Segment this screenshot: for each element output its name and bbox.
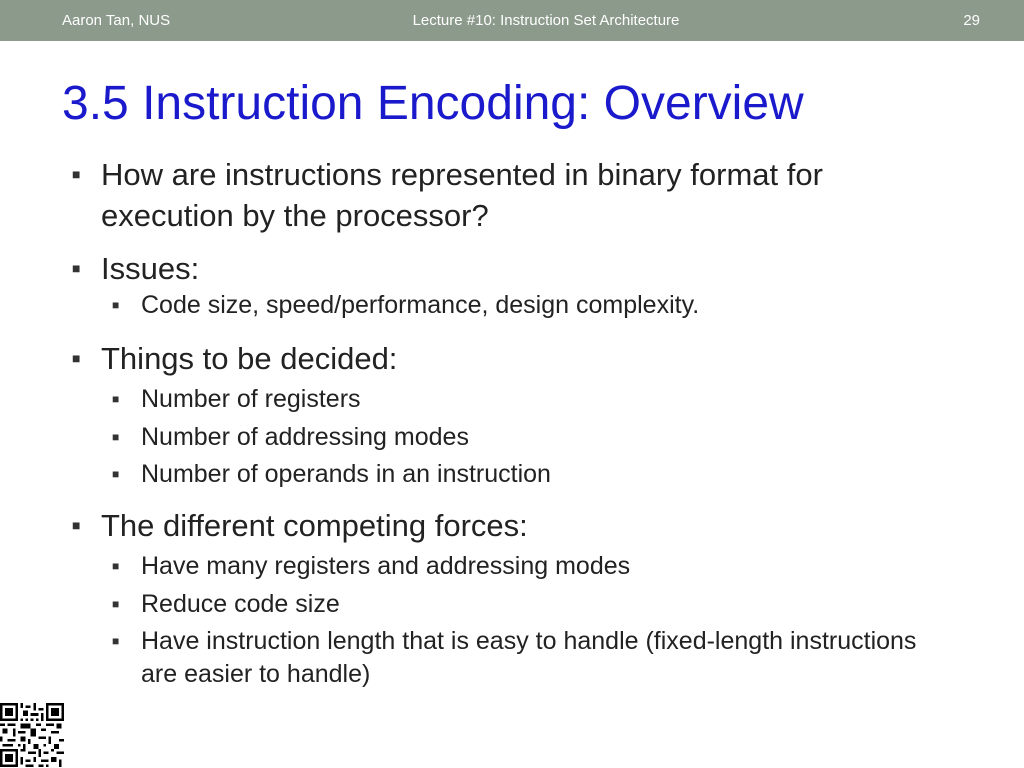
bullet-text: Have many registers and addressing modes (141, 552, 631, 580)
bullet-square-icon: ■ (112, 430, 120, 444)
bullet-square-icon: ■ (72, 350, 81, 366)
slide-title: 3.5 Instruction Encoding: Overview (62, 77, 804, 130)
bullet-square-icon: ■ (112, 634, 120, 648)
bullet-text: Number of operands in an instruction (141, 460, 551, 488)
bullet-text: Reduce code size (141, 590, 340, 618)
slide-body (0, 150, 1024, 691)
bullet-item-level1 (0, 505, 1024, 546)
bullet-item-level2 (0, 289, 1024, 322)
bullet-square-icon: ■ (72, 517, 81, 533)
bullet-item-level2 (0, 421, 1024, 454)
bullet-item-level1 (0, 248, 1024, 289)
bullet-square-icon: ■ (72, 166, 81, 182)
bullet-text: Issues: (101, 251, 200, 286)
bullet-text: Things to be decided: (101, 341, 398, 376)
bullet-item-level2 (0, 458, 1024, 491)
bullet-text: Have instruction length that is easy to handle (fixed-length instructions are easier to handle) (141, 627, 917, 688)
bullet-item-level2 (0, 550, 1024, 583)
bullet-square-icon: ■ (112, 597, 120, 611)
bullet-item-level2 (0, 588, 1024, 621)
bullet-square-icon: ■ (112, 467, 120, 481)
bullet-item-level1 (0, 154, 1024, 236)
bullet-text: Number of addressing modes (141, 423, 469, 451)
bullet-text: How are instructions represented in binary format for execution by the processor? (101, 157, 823, 233)
bullet-square-icon: ■ (112, 392, 120, 406)
slide-header-bar (0, 0, 1024, 41)
qr-code-icon (0, 703, 64, 767)
bullet-text: The different competing forces: (101, 508, 528, 543)
bullet-text: Code size, speed/performance, design complexity. (141, 291, 700, 319)
header-page-number: 29 (963, 12, 980, 29)
bullet-item-level2 (0, 625, 1024, 691)
bullet-square-icon: ■ (112, 559, 120, 573)
bullet-item-level1 (0, 338, 1024, 379)
bullet-text: Number of registers (141, 385, 361, 413)
header-lecture-title: Lecture #10: Instruction Set Architecture (412, 12, 680, 29)
bullet-square-icon: ■ (72, 260, 81, 276)
header-author: Aaron Tan, NUS (62, 12, 171, 29)
bullet-item-level2 (0, 383, 1024, 416)
bullet-square-icon: ■ (112, 298, 120, 312)
